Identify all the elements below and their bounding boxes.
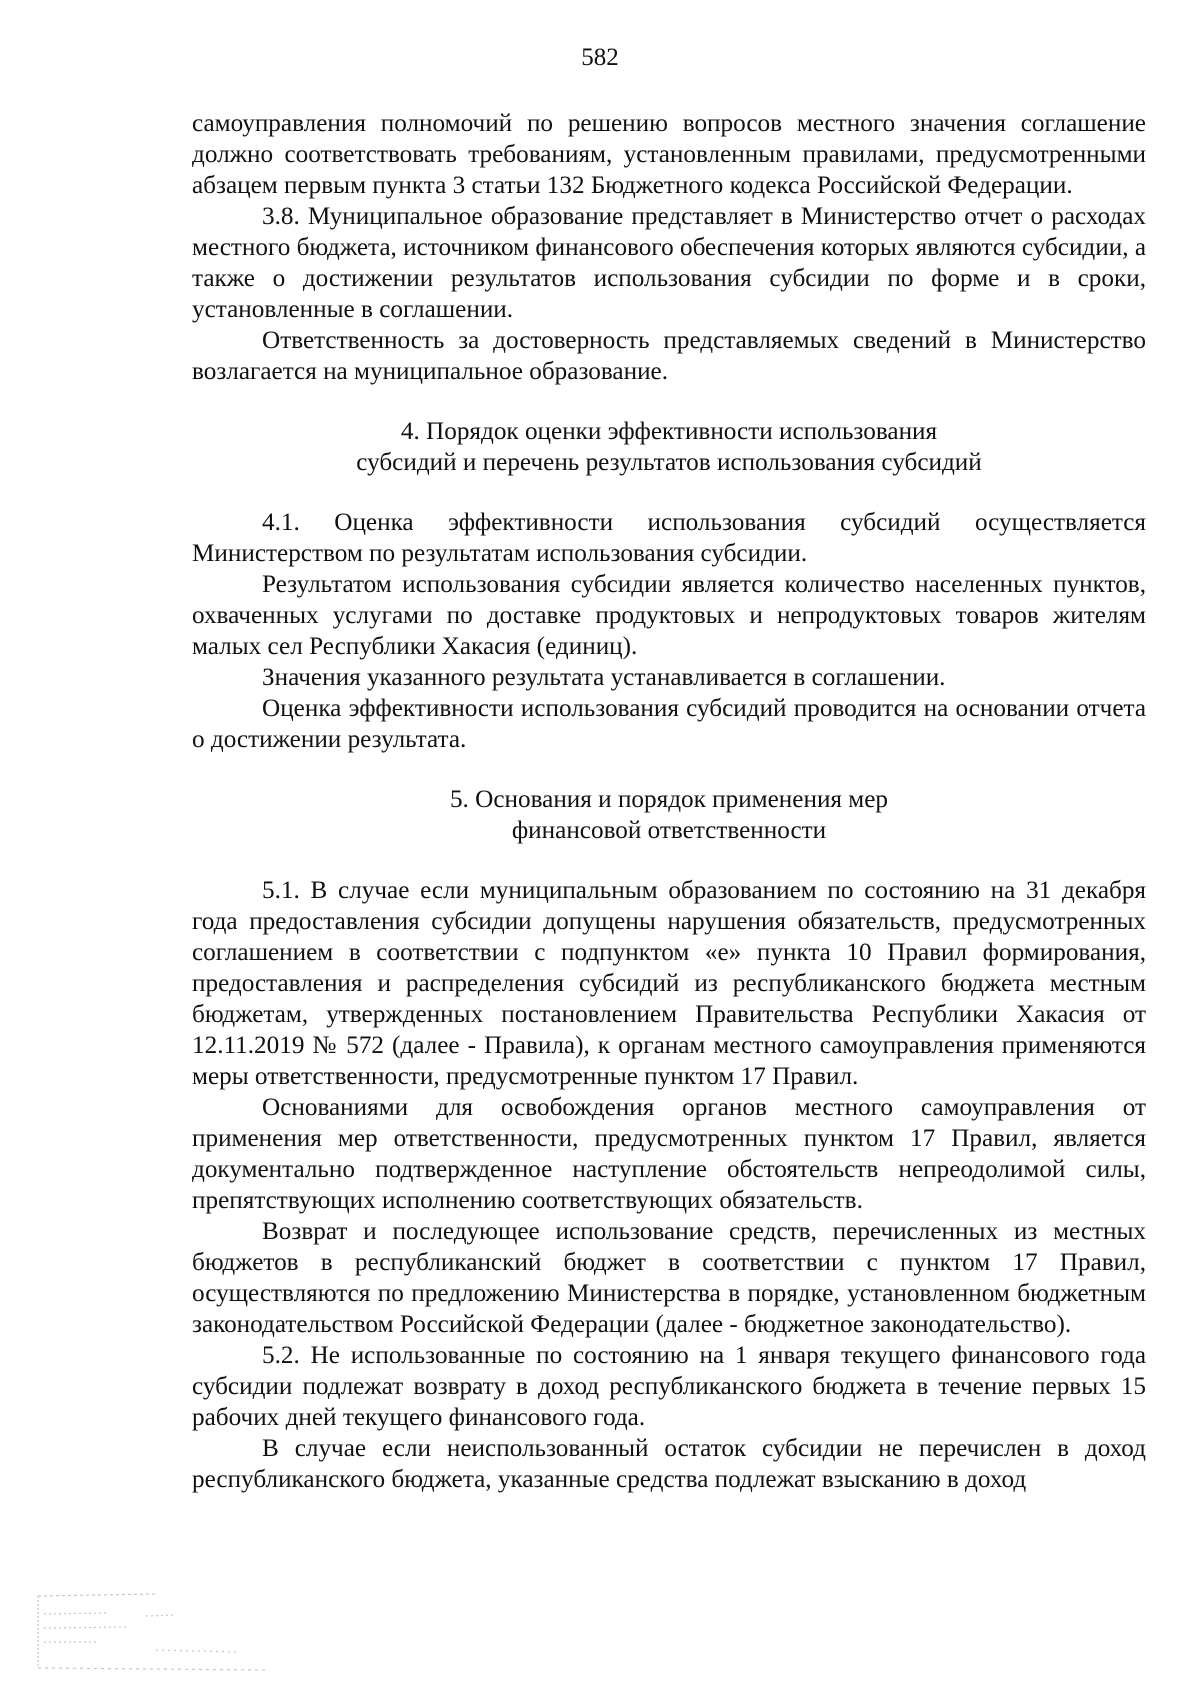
section-5-heading-line-1: 5. Основания и порядок применения мер (449, 786, 889, 813)
paragraph-refund: Возврат и последующее использование средств, перечисленных из местных бюджетов в республиканский бюджет в соответствии с пунктом 17 Правил, осуществляются по предложению Министерства в порядке, установленном бюджетным законодательством Российской Федерации (далее - бюджетное законодательство). (192, 1218, 1146, 1338)
section-4-heading-line-2: субсидий и перечень результатов использования субсидий (356, 449, 982, 476)
paragraph-evaluation: Оценка эффективности использования субсидий проводится на основании отчета о достижении результата. (192, 695, 1146, 753)
paragraph-exemption-grounds: Основаниями для освобождения органов местного самоуправления от применения мер ответственности, предусмотренных пунктом 17 Правил, является документально подтвержденное наступление обстоятельств непреодолимой силы, препятствующих исполнению соответствующих обязательств. (192, 1094, 1146, 1214)
paragraph-4-1: 4.1. Оценка эффективности использования субсидий осуществляется Министерством по результатам использования субсидии. (192, 509, 1146, 567)
paragraph-5-1: 5.1. В случае если муниципальным образованием по состоянию на 31 декабря года предоставления субсидии допущены нарушения обязательств, предусмотренных соглашением в соответствии с подпунктом «е» пункта 10 Правил формирования, предоставления и распределения субсидий из республиканского бюджета местным бюджетам, утвержденных постановлением Правительства Республики Хакасия от 12.11.2019 № 572 (далее - Правила), к органам местного самоуправления применяются меры ответственности, предусмотренные пунктом 17 Правил. (192, 877, 1146, 1090)
paragraph-continuation: самоуправления полномочий по решению вопросов местного значения соглашение должно соответствовать требованиям, установленным правилами, предусмотренными абзацем первым пункта 3 статьи 132 Бюджетного кодекса Российской Федерации. (192, 110, 1146, 199)
paragraph-responsibility: Ответственность за достоверность представляемых сведений в Министерство возлагается на муниципальное образование. (192, 327, 1146, 385)
paragraph-3-8: 3.8. Муниципальное образование представляет в Министерство отчет о расходах местного бюджета, источником финансового обеспечения которых являются субсидии, а также о достижении результатов использования субсидии по форме и в сроки, установленные в соглашении. (192, 203, 1146, 323)
paragraph-result: Результатом использования субсидии является количество населенных пунктов, охваченных услугами по доставке продуктовых и непродуктовых товаров жителям малых сел Республики Хакасия (единиц). (192, 571, 1146, 660)
paragraph-result-value: Значения указанного результата устанавливается в соглашении. (262, 664, 946, 691)
faded-stamp-mark (36, 1586, 276, 1676)
section-4-heading-line-1: 4. Порядок оценки эффективности использования (400, 418, 938, 445)
document-body (192, 108, 1146, 1495)
page-number: 582 (581, 44, 619, 71)
section-5-heading-line-2: финансовой ответственности (511, 817, 827, 844)
paragraph-unused-balance: В случае если неиспользованный остаток субсидии не перечислен в доход республиканского бюджета, указанные средства подлежат взысканию в доход (192, 1435, 1146, 1493)
paragraph-5-2: 5.2. Не использованные по состоянию на 1 января текущего финансового года субсидии подлежат возврату в доход республиканского бюджета в течение первых 15 рабочих дней текущего финансового года. (192, 1342, 1146, 1431)
